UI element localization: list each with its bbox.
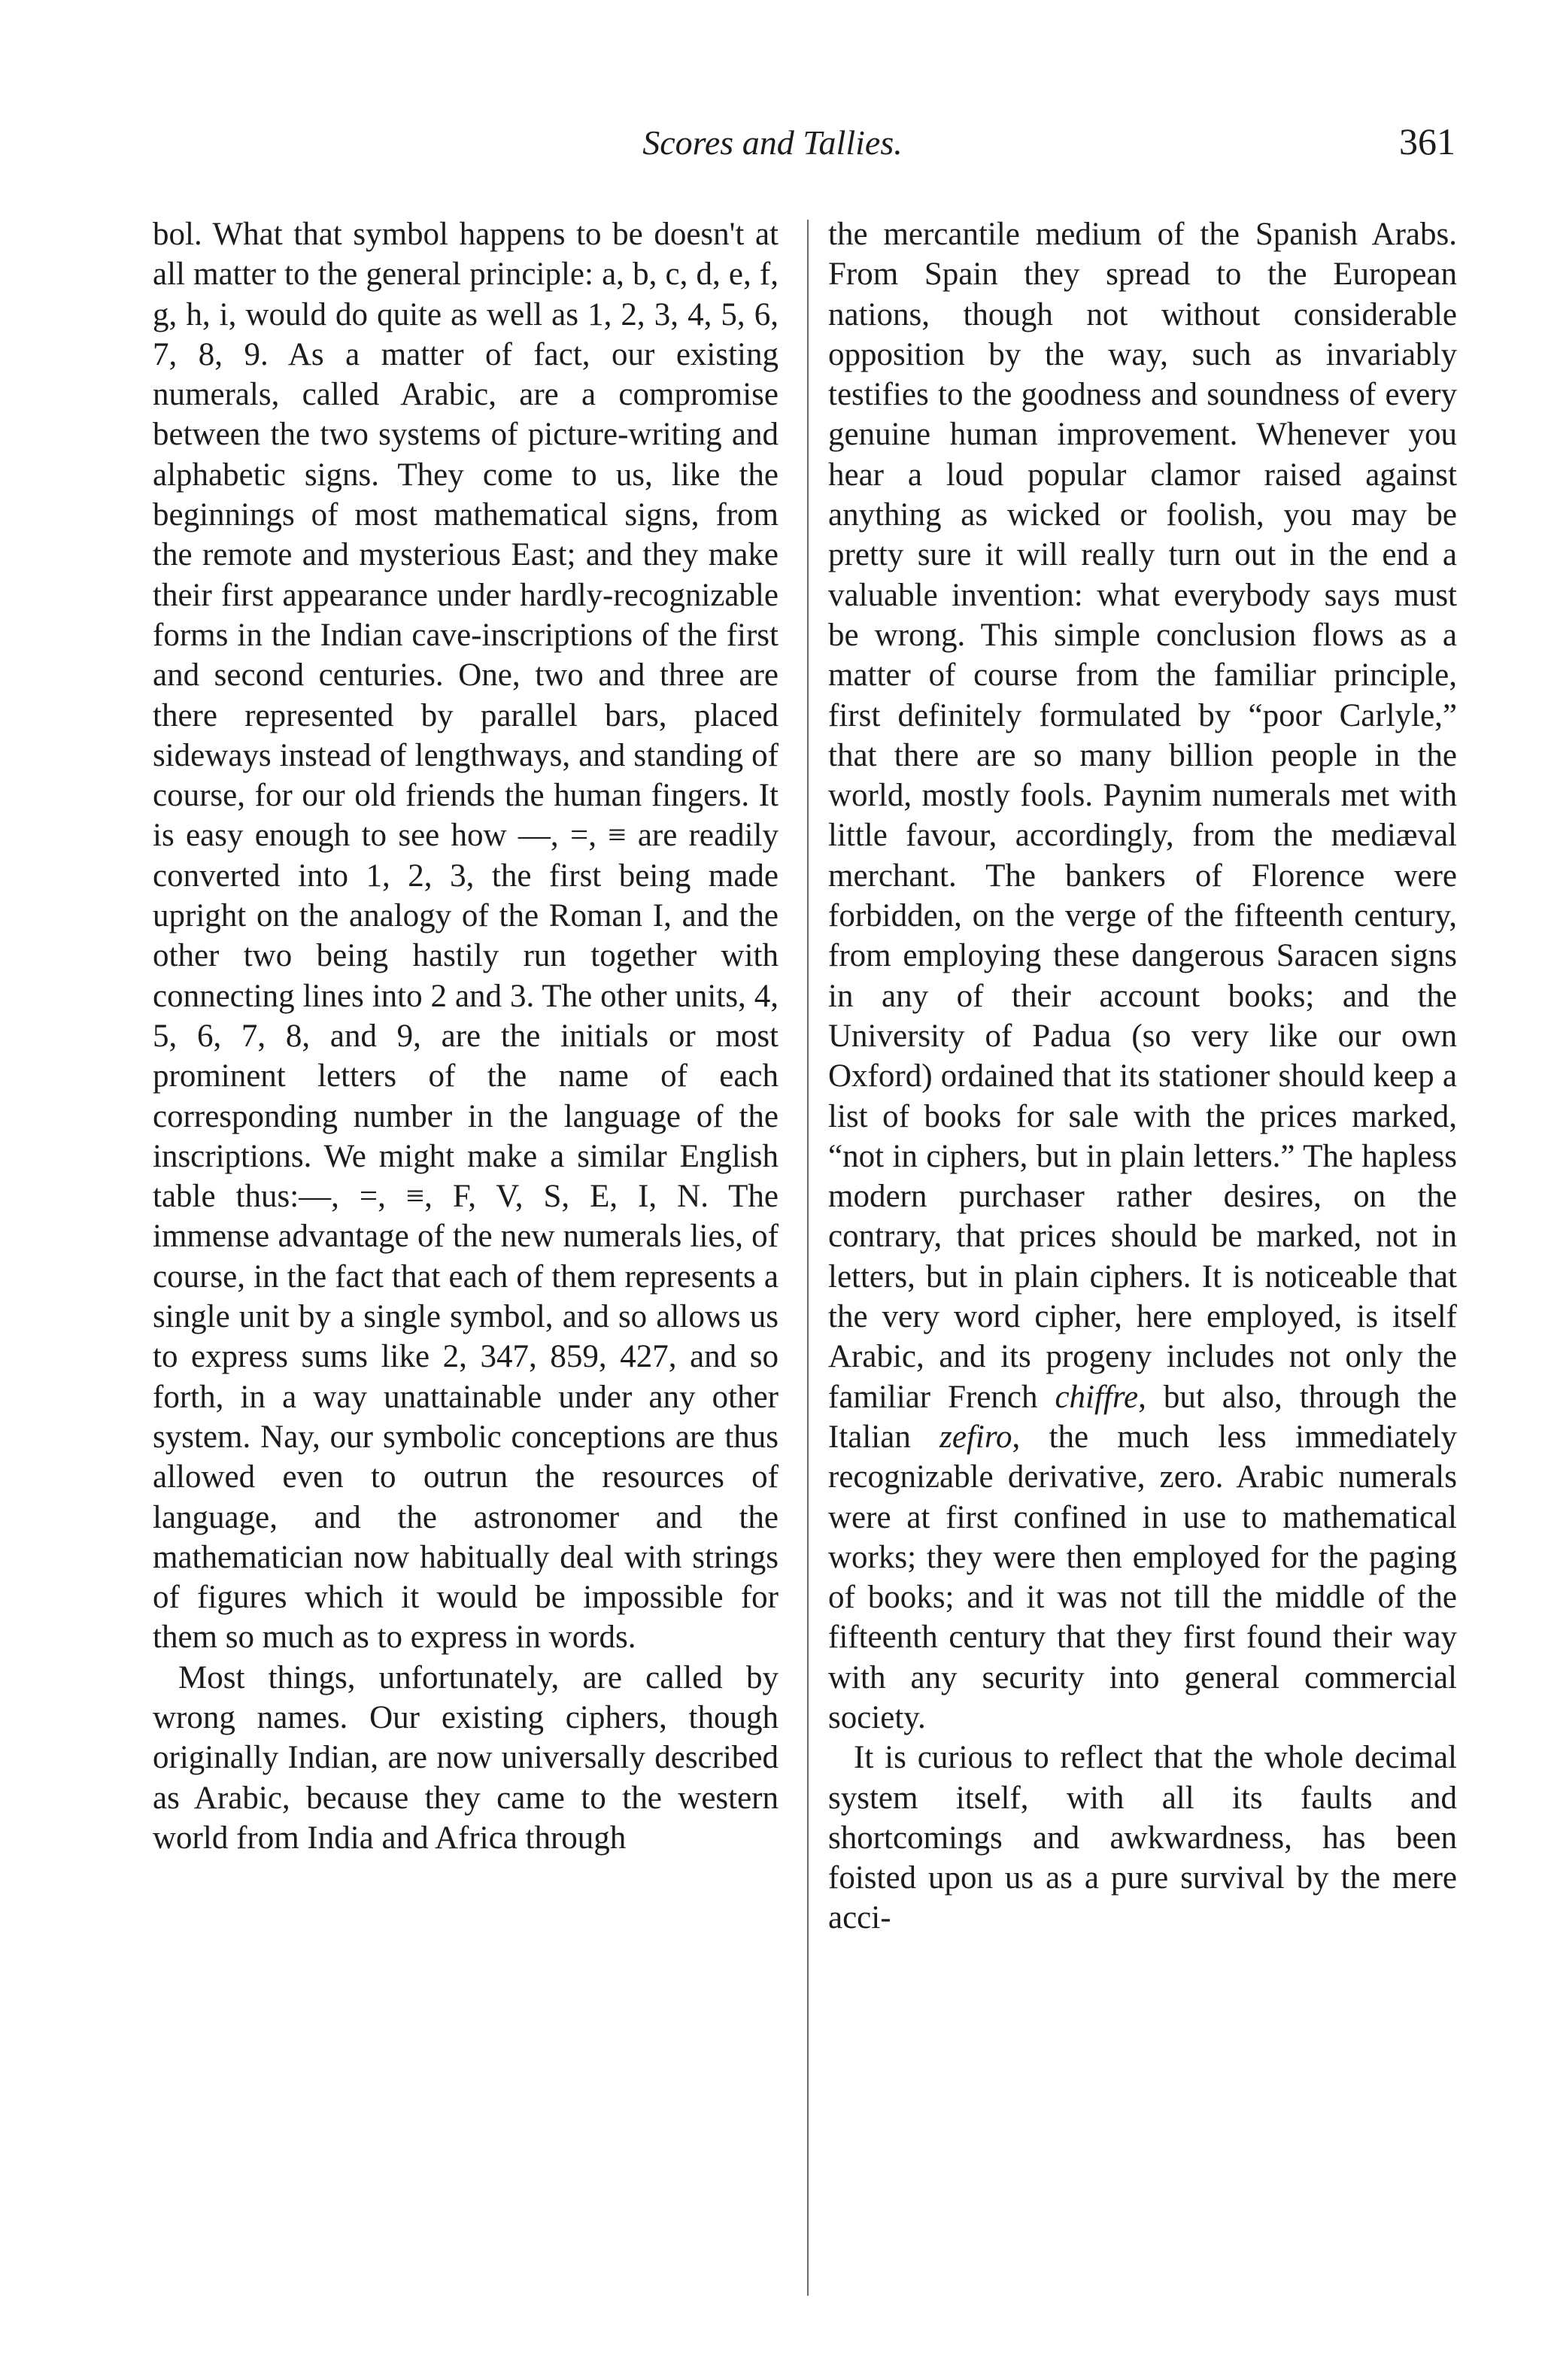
left-paragraph-1: bol. What that symbol happens to be doesn't at all matter to the general principle: a, b, c, d, e, f, g, h, i, would do quite as well as 1, 2, 3, 4, 5, 6, 7, 8, 9. As a matter of fact, our existing numerals, called Arabic, are a compromise between the two systems of picture-writing and alphabetic signs. They come to us, like the beginnings of most mathematical signs, from the remote and mysterious East; and they make their first appearance under hardly-recognizable forms in the Indian cave-inscriptions of the first and second centuries. One, two and three are there represented by parallel bars, placed sideways instead of lengthways, and standing of course, for our old friends the human fingers. It is easy enough to see how —, =, ≡ are readily converted into 1, 2, 3, the first being made upright on the analogy of the Roman I, and the other two being hastily run together with connecting lines into 2 and 3. The other units, 4, 5, 6, 7, 8, and 9, are the initials or most prominent letters of the name of each corresponding number in the language of the inscriptions. We might make a similar English table thus:—, =, ≡, F, V, S, E, I, N. The immense advantage of the new numerals lies, of course, in the fact that each of them represents a single unit by a single symbol, and so allows us to express sums like 2, 347, 859, 427, and so forth, in a way unattainable under any other system. Nay, our symbolic conceptions are thus allowed even to outrun the resources of language, and the astronomer and the mathematician now habitually deal with strings of figures which it would be impossible for them so much as to express in words. xyxy=(153,217,779,1656)
italic-word-zefiro: zefiro xyxy=(939,1419,1012,1455)
right-paragraph-1-text-c: , the much less immediately recognizable derivative, zero. Arabic numerals were at first confined in use to mathematical works; they were then employed for the paging of books; and it was not till the middle of the fifteenth century that they first found their way with any security into general commercial society. xyxy=(828,1419,1457,1735)
right-paragraph-2: It is curious to reflect that the whole decimal system itself, with all its faults and shortcomings and awkwardness, has been foisted upon us as a pure survival by the mere acci- xyxy=(828,1740,1457,1936)
running-header-title: Scores and Tallies. xyxy=(642,123,903,162)
page-number: 361 xyxy=(1399,120,1455,162)
right-column xyxy=(828,214,1457,1938)
left-paragraph-2: Most things, unfortunately, are called by wrong names. Our existing ciphers, though originally Indian, are now universally described as Arabic, because they came to the western world from India and Africa through xyxy=(153,1659,779,1856)
right-paragraph-1-text-a: the mercantile medium of the Spanish Arabs. From Spain they spread to the European nations, though not without considerable opposition by the way, such as invariably testifies to the goodness and soundness of every genuine human improvement. Whenever you hear a loud popular clamor raised against anything as wicked or foolish, you may be pretty sure it will really turn out in the end a valuable invention: what everybody says must be wrong. This simple conclusion flows as a matter of course from the familiar principle, first definitely formulated by “poor Carlyle,” that there are so many billion people in the world, mostly fools. Paynim numerals met with little favour, accordingly, from the mediæval merchant. The bankers of Florence were forbidden, on the verge of the fifteenth century, from employing these dangerous Saracen signs in any of their account books; and the University of Padua (so very like our own Oxford) ordained that its stationer should keep a list of books for sale with the prices marked, “not in ciphers, but in plain letters.” The hapless modern purchaser rather desires, on the contrary, that prices should be marked, not in letters, but in plain ciphers. It is noticeable that the very word cipher, here employed, is itself Arabic, and its progeny includes not only the familiar French xyxy=(828,217,1457,1415)
column-divider xyxy=(807,220,809,2296)
right-paragraph-1-text-b: , but also, through the Italian xyxy=(828,1379,1457,1455)
italic-word-chiffre: chiffre xyxy=(1055,1379,1139,1415)
right-paragraph-1 xyxy=(828,214,1457,1738)
left-column xyxy=(153,214,779,1858)
